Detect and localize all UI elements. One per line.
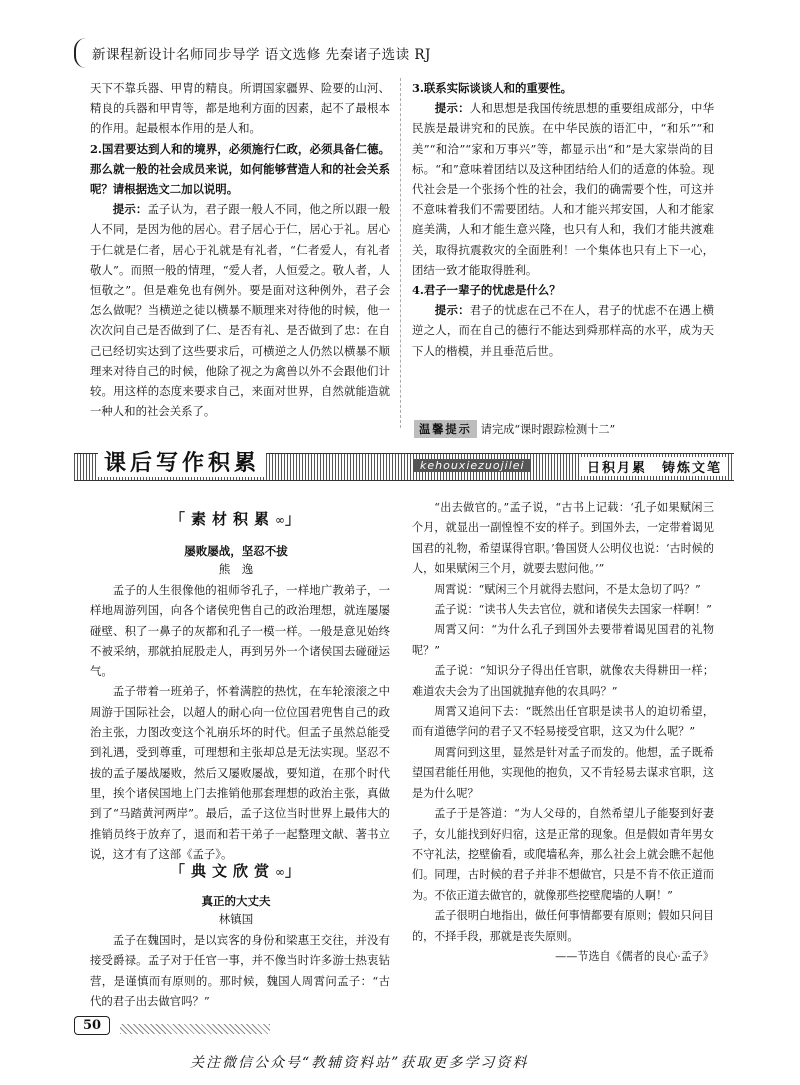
answer-2 xyxy=(90,199,390,421)
reminder-text: 请完成“课时跟踪检测十二” xyxy=(480,423,616,436)
section-heading-material: 「素材积累∞」 xyxy=(170,510,307,528)
header-title: 新课程新设计名师同步导学 语文选修 先秦诸子选读 RJ xyxy=(92,47,431,63)
banner-motto: 日积月累 铸炼文笔 xyxy=(581,457,728,476)
question-2: 2.国君要达到人和的境界，必须施行仁政，必须具备仁德。那么就一般的社会成员来说，如何能够营造人和的社会关系呢？请根据选文二加以说明。 xyxy=(90,141,390,197)
article-2-paragraph-10: 孟子很明白地指出，做任何事情都要有原则；假如只问目的，不择手段，那就是丧失原则。 xyxy=(412,909,714,943)
left-paragraph-0: 天下不靠兵器、甲胄的精良。所谓国家疆界、险要的山河、精良的兵器和甲胄等，都是地利方面的因素，起不了最根本的作用。起最根本作用的是人和。 xyxy=(90,81,390,136)
article-2-paragraph-8: 周霄问到这里，显然是针对孟子而发的。他想，孟子既希望国君能任用他，实现他的抱负，又不肯轻易去谋求官职，这是为什么呢？ xyxy=(412,745,714,800)
question-4: 4.君子一辈子的忧虑是什么？ xyxy=(412,283,561,298)
answer-4-label: 提示： xyxy=(434,303,470,318)
material-heading-text: 素材积累 xyxy=(191,510,276,528)
answer-2-text: 孟子认为，君子跟一般人不同，他之所以跟一般人不同，是因为他的居心。君子居心于仁，居心于礼。居心于仁就是仁者，居心于礼就是有礼者，“仁者爱人，有礼者敬人”。而照一般的情理，“爱人者，人恒爱之。敬人者，人恒敬之”。但是难免也有例外。要是面对这种例外，君子会怎么做呢？当横逆之徒以横暴不顺理来对待他的时候，他一次次问自己是否做到了仁、是否有礼、是否做到了忠：在自己已经切实达到了这些要求后，可横逆之人仍然以横暴不顺理来对待自己的时候，他除了视之为禽兽以外不会跟他们计较。用这样的态度来要求自己，来面对世界，自然就能造就一种人和的社会关系了。 xyxy=(90,202,390,419)
article-1-title: 屡败屡战，坚忍不拔 xyxy=(184,544,288,558)
article-1-body xyxy=(90,580,390,864)
article-1-author: 熊 逸 xyxy=(218,562,254,576)
article-2-paragraph-9: 孟子于是答道：“为人父母的，自然希望儿子能娶到好妻子，女儿能找到好归宿，这是正常的现象。但是假如青年男女不守礼法，挖壁偷看，或爬墙私奔，那么社会上就会瞧不起他们。同理，古时候的君子并非不想做官，只是不肯不依正道而为。不依正道去做官的，就像那些挖壁爬墙的人啊！” xyxy=(412,807,714,902)
article-2-title: 真正的大丈夫 xyxy=(201,894,271,908)
section-banner xyxy=(74,453,734,481)
banner-pinyin: kehouxiezuojilei xyxy=(414,459,531,472)
article-2-paragraph-7: 周霄又追问下去：“既然出任官职是读书人的迫切希望，而有道德学问的君子又不轻易接受官职，这又为什么呢？” xyxy=(412,705,714,739)
article-2-paragraph-4: 孟子说：“读书人失去官位，就和诸侯失去国家一样啊！” xyxy=(434,603,712,617)
answer-3 xyxy=(412,98,714,280)
article-1-paragraph-2: 孟子带着一班弟子，怀着满腔的热忱，在车轮滚滚之中周游于国际社会，以超人的耐心向一位位国君兜售自己的政治主张，力图改变这个礼崩乐坏的时代。但孟子虽然总能受到礼遇，受到尊重，可理想和主张却总是无法实现。坚忍不拔的孟子屡战屡败，然后又屡败屡战，要知道，在那个时代里，挨个诸侯国地上门去推销他那套理想的政治主张，真做到了“马踏黄河两岸”。最后，孟子这位当时世界上最伟大的推销员终于放弃了，退而和若干弟子一起整理文献、著书立说，这才有了这部《孟子》。 xyxy=(90,684,390,861)
infinity-icon-2: ∞ xyxy=(275,865,286,879)
footer-note: 关注微信公众号“教辅资料站”获取更多学习资料 xyxy=(190,1055,529,1071)
article-2-paragraph-5: 周霄又问：“为什么孔子到国外去要带着谒见国君的礼物呢？” xyxy=(412,623,714,657)
left-column xyxy=(90,78,390,421)
page-number: 50 xyxy=(74,1016,110,1035)
right-column xyxy=(412,78,714,361)
article-1-paragraph-1: 孟子的人生很像他的祖师爷孔子，一样地广教弟子，一样地周游列国，向各个诸侯兜售自己的政治理想，就连屡屡碰壁、积了一鼻子的灰都和孔子一模一样。一般是意见始终不被采纳，那就拍屁股走人，再到另外一个诸侯国去碰碰运气。 xyxy=(90,583,390,679)
answer-4 xyxy=(412,300,714,361)
banner-title: 课后写作积累 xyxy=(98,446,266,477)
page-footer xyxy=(74,1016,734,1042)
article-2-body-left xyxy=(90,930,390,1011)
article-2-paragraph-6: 孟子说：“知识分子得出任官职，就像农夫得耕田一样；难道农夫会为了出国就抛弃他的农具吗？” xyxy=(412,664,714,698)
article-2-paragraph-3: 周霄说：“赋闲三个月就得去慰问，不是太急切了吗？” xyxy=(434,582,701,596)
answer-2-label: 提示： xyxy=(112,202,148,217)
answer-4-text: 君子的忧虑在己不在人，君子的忧虑不在遇上横逆之人，而在自己的德行不能达到舜那样高的水平，成为天下人的楷模，并且垂范后世。 xyxy=(412,303,714,358)
header-bracket xyxy=(74,38,90,68)
footer-stripes xyxy=(120,1024,270,1034)
article-2-body-right xyxy=(412,498,714,967)
answer-3-label: 提示： xyxy=(434,101,470,116)
page-header xyxy=(74,38,734,66)
article-2-paragraph-2: “出去做官的。”孟子说，“古书上记载：‘孔子如果赋闲三个月，就显出一副惶惶不安的样子。到国外去，一定带着谒见国君的礼物，希望谋得官职。’鲁国贤人公明仪也说：‘古时候的人，如果赋闲三个月，就要去慰问他。’” xyxy=(412,501,714,576)
article-2-author: 林镇国 xyxy=(218,912,254,926)
column-divider xyxy=(400,78,401,428)
reminder-box xyxy=(414,420,664,440)
article-2-source: ——节选自《儒者的良心·孟子》 xyxy=(555,949,714,963)
answer-3-text: 人和思想是我国传统思想的重要组成部分，中华民族是最讲究和的民族。在中华民族的语汇中，“和乐”“和美”“和洽”“家和万事兴”等，都显示出“和”是大家崇尚的目标。“和”意味着团结以及这种团结给人们的适意的体验。现代社会是一个张扬个性的社会，我们的确需要个性，可这并不意味着我们不需要团结。人和才能兴邦安国，人和才能家庭美满，人和才能生意兴隆，也只有人和，我们才能共渡难关，取得抗震救灾的全面胜利！一个集体也只有上下一心，团结一致才能取得胜利。 xyxy=(412,101,714,277)
reminder-tag: 温馨提示 xyxy=(414,420,477,438)
classic-heading-text: 典文欣赏 xyxy=(191,862,276,880)
article-2-paragraph-1: 孟子在魏国时，是以宾客的身份和梁惠王交往，并没有接受爵禄。孟子对于任官一事，并不像当时许多游士热衷钻营，是谨慎而有原则的。那时候，魏国人周霄问孟子：“古代的君子出去做官吗？” xyxy=(90,933,390,1008)
infinity-icon: ∞ xyxy=(275,513,286,527)
question-3: 3.联系实际谈谈人和的重要性。 xyxy=(412,81,572,95)
section-heading-classic: 「典文欣赏∞」 xyxy=(170,862,307,880)
